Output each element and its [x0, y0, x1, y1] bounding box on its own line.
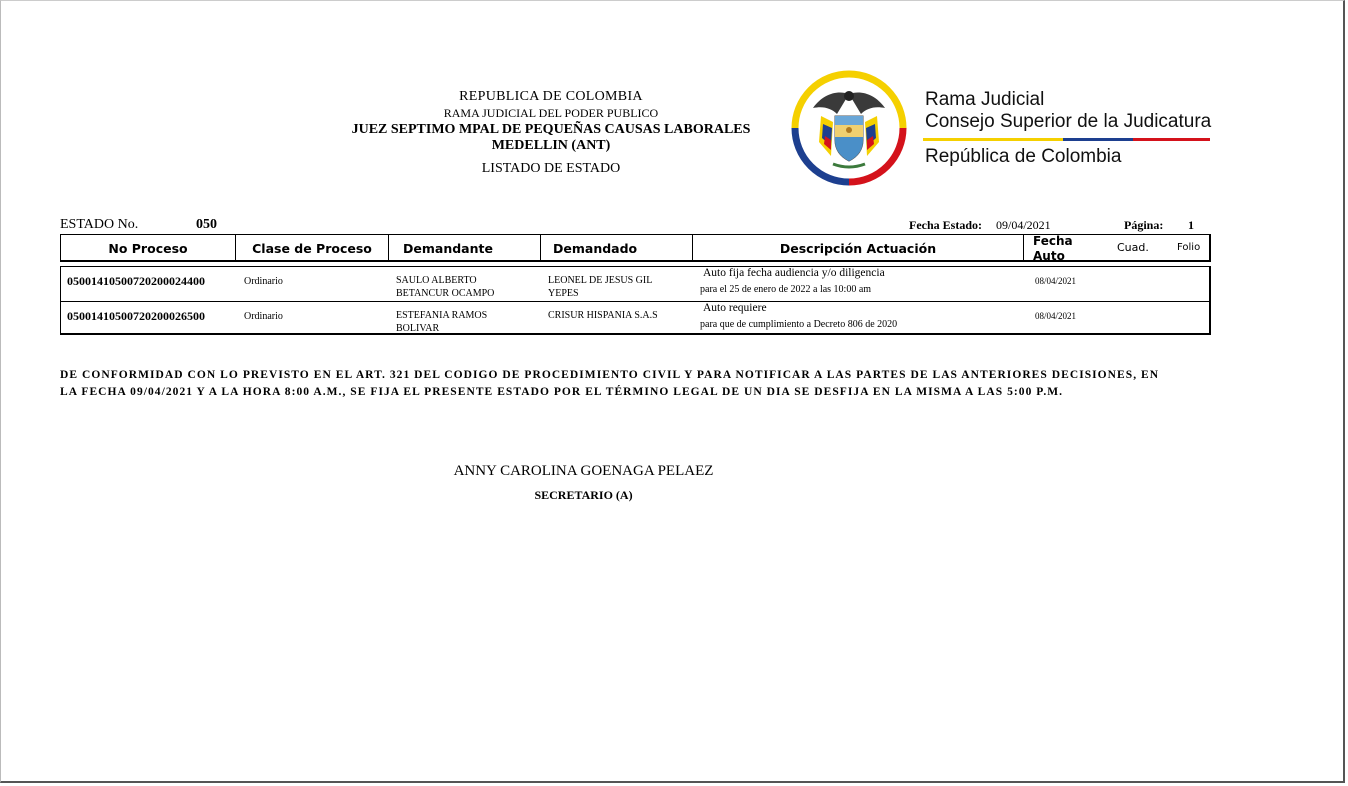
header-city: MEDELLIN (ANT) [491, 138, 611, 153]
col-descripcion: Descripción Actuación [779, 240, 937, 256]
table-header [60, 234, 1211, 262]
table-row [61, 267, 1209, 301]
row-demandado-line2: YEPES [548, 288, 579, 299]
col-fecha-auto-line2: Auto [1033, 249, 1065, 263]
logo-title: Rama Judicial [925, 89, 1045, 110]
header-branch: RAMA JUDICIAL DEL PODER PUBLICO [443, 106, 659, 120]
row-fecha-auto: 08/04/2021 [1035, 276, 1077, 286]
table-body [60, 266, 1211, 335]
signatory-role: SECRETARIO (A) [534, 488, 633, 502]
col-demandado: Demandado [553, 240, 638, 256]
estado-number: 050 [196, 217, 217, 232]
row-demandante-line1: ESTEFANIA RAMOS [396, 310, 488, 321]
row-clase: Ordinario [244, 276, 283, 287]
col-folio: Folio [1177, 242, 1201, 253]
row-demandado-line1: CRISUR HISPANIA S.A.S [548, 310, 658, 321]
col-cuad: Cuad. [1117, 241, 1149, 254]
legal-notice-line2: LA FECHA 09/04/2021 Y A LA HORA 8:00 A.M., SE FIJA EL PRESENTE ESTADO POR EL TÉRMINO LEGAL DE UN DIA SE DESFIJA EN LA MISMA A LAS 5:00 P.M. [60, 386, 1064, 398]
row-actuacion-line2: para que de cumplimiento a Decreto 806 de 2020 [700, 319, 898, 330]
row-fecha-auto: 08/04/2021 [1035, 311, 1077, 321]
logo-color-bar [923, 138, 1210, 141]
fecha-estado-label: Fecha Estado: [909, 218, 982, 232]
signatory-name: ANNY CAROLINA GOENAGA PELAEZ [453, 463, 714, 479]
row-actuacion-line2: para el 25 de enero de 2022 a las 10:00 am [700, 284, 872, 295]
col-demandante: Demandante [403, 240, 493, 256]
row-actuacion-line1: Auto requiere [703, 302, 767, 314]
estado-label: ESTADO No. [60, 217, 139, 232]
logo-subtitle: Consejo Superior de la Judicatura [925, 111, 1212, 132]
header-country: REPUBLICA DE COLOMBIA [459, 89, 643, 104]
col-clase: Clase de Proceso [252, 240, 372, 256]
fecha-estado-value: 09/04/2021 [996, 218, 1051, 232]
col-divider [1023, 235, 1024, 261]
row-actuacion-line1: Auto fija fecha audiencia y/o diligencia [703, 267, 885, 279]
row-demandante-line2: BETANCUR OCAMPO [396, 288, 495, 299]
table-row [61, 302, 1209, 334]
row-demandado-line1: LEONEL DE JESUS GIL [548, 275, 653, 286]
pagina-value: 1 [1188, 218, 1194, 232]
row-no-proceso: 05001410500720200026500 [67, 309, 205, 323]
logo-country: República de Colombia [925, 146, 1122, 167]
pagina-label: Página: [1124, 218, 1164, 232]
col-fecha-auto-line1: Fecha [1033, 234, 1073, 248]
header-court: JUEZ SEPTIMO MPAL DE PEQUEÑAS CAUSAS LABORALES [351, 122, 751, 137]
rama-judicial-seal-icon [787, 66, 911, 190]
row-no-proceso: 05001410500720200024400 [67, 274, 205, 288]
row-demandante-line2: BOLIVAR [396, 323, 440, 334]
col-no-proceso: No Proceso [108, 240, 188, 256]
legal-notice [60, 367, 1220, 401]
row-demandante-line1: SAULO ALBERTO [396, 275, 477, 286]
header-document-title: LISTADO DE ESTADO [481, 161, 621, 176]
legal-notice-line1: DE CONFORMIDAD CON LO PREVISTO EN EL ART. 321 DEL CODIGO DE PROCEDIMIENTO CIVIL Y PARA NOTIFICAR A LAS PARTES DE LAS ANTERIORES DECISIONES, EN [60, 369, 1160, 381]
row-clase: Ordinario [244, 311, 283, 322]
